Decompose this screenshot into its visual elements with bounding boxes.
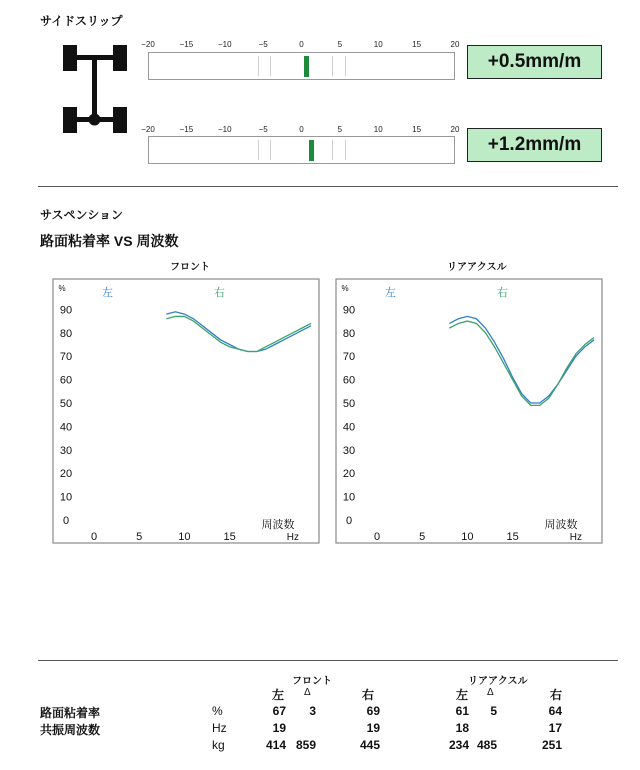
scale-tick-label: −5 [258,40,268,49]
scale-tick-label: −20 [141,125,155,134]
y-tick-label: 60 [342,374,356,387]
col-front-delta: Δ [304,687,311,698]
cell: 64 [548,704,562,718]
col-rear-left: 左 [456,688,469,702]
divider [38,186,618,187]
front-slip-value: +0.5mm/m [467,45,602,79]
y-tick-label: 70 [342,351,356,364]
y-tick-label: 40 [342,421,356,434]
front-gauge-bar [304,56,309,77]
row-label-resonance: 共振周波数 [40,723,101,737]
y-tick-label: 10 [59,491,73,504]
x-tick-label: 15 [223,531,236,543]
y-tick-label: 30 [59,444,73,457]
chart-frame [336,279,602,543]
row-label-adhesion: 路面粘着率 [40,706,101,720]
cell: 18 [455,721,469,735]
x-tick-label: 0 [373,531,381,543]
y-tick-label: % [341,284,349,293]
cell: 485 [476,738,497,752]
cell: 67 [272,704,286,718]
cell: 17 [548,721,562,735]
front-chart-title: フロント [170,262,210,273]
chart-frame [53,279,319,543]
row-unit: Hz [212,721,227,735]
x-tick-label: 15 [506,531,519,543]
suspension-subtitle: 路面粘着率 VS 周波数 [40,233,179,249]
row-unit: kg [212,738,225,752]
rear-gauge [148,136,455,164]
y-tick-label: 30 [342,444,356,457]
cell: 414 [265,738,286,752]
scale-tick-label: −5 [258,125,268,134]
y-tick-label: 10 [342,491,356,504]
scale-tick-label: 0 [299,40,304,49]
summary-front-header: フロント [292,676,332,687]
cell: 61 [455,704,469,718]
suspension-title: サスペンション [40,208,123,222]
cell: 69 [366,704,380,718]
rear-slip-value: +1.2mm/m [467,128,602,162]
col-front-right: 右 [362,688,375,702]
y-tick-label: 20 [342,468,356,481]
y-tick-label: 80 [59,327,73,340]
x-tick-label: Hz [569,532,582,543]
cell: 19 [272,721,286,735]
y-tick-label: 50 [59,398,73,410]
scale-tick-label: 10 [373,125,383,134]
y-tick-label: 0 [345,515,353,527]
x-tick-label: 10 [461,531,474,543]
rear-chart [335,278,613,550]
legend-right: 右 [214,287,225,299]
y-tick-label: 40 [59,421,73,434]
legend-right: 右 [497,287,508,299]
legend-left: 左 [385,287,396,299]
scale-tick-label: −10 [217,40,232,49]
x-tick-label: 0 [90,531,98,543]
divider-bottom [38,660,618,661]
scale-tick-label: −20 [141,40,155,49]
front-gauge [148,52,455,80]
y-tick-label: 0 [62,515,70,527]
col-rear-right: 右 [550,688,563,702]
col-front-left: 左 [272,688,285,702]
scale-tick-label: 15 [412,125,422,134]
scale-tick-label: 10 [373,40,383,49]
legend-left: 左 [102,287,113,299]
cell: 3 [309,704,316,718]
y-tick-label: 80 [342,327,356,340]
chart-annotation: 周波数 [544,519,578,531]
row-unit: % [212,704,223,718]
x-tick-label: 5 [419,531,426,543]
cell: 234 [448,738,469,752]
y-tick-label: 90 [342,304,356,317]
scale-tick-label: 15 [412,40,422,49]
y-tick-label: % [58,284,66,293]
scale-tick-label: −15 [179,125,194,134]
scale-tick-label: 5 [337,125,343,134]
cell: 19 [366,721,380,735]
y-tick-label: 20 [59,468,73,481]
scale-tick-label: 5 [337,40,343,49]
chart-annotation: 周波数 [261,519,295,531]
scale-tick-label: 20 [450,125,460,134]
summary-rear-header: リアアクスル [468,676,528,687]
x-tick-label: 10 [178,531,191,543]
scale-tick-label: 20 [450,40,460,49]
col-rear-delta: Δ [487,687,494,698]
side-slip-title: サイドスリップ [40,14,123,28]
y-tick-label: 70 [59,351,73,364]
rear-gauge-bar [309,140,314,161]
front-chart [52,278,330,550]
rear-gauge-scale [140,123,470,135]
scale-tick-label: −15 [179,40,194,49]
cell: 5 [490,704,497,718]
y-tick-label: 90 [59,304,73,317]
scale-tick-label: 0 [299,125,304,134]
cell: 859 [295,738,316,752]
chassis-icon [55,45,135,140]
cell: 445 [359,738,380,752]
front-gauge-scale [140,38,470,50]
cell: 251 [541,738,562,752]
x-tick-label: 5 [136,531,143,543]
x-tick-label: Hz [286,532,299,543]
rear-chart-title: リアアクスル [447,262,507,273]
scale-tick-label: −10 [217,125,232,134]
y-tick-label: 50 [342,398,356,410]
y-tick-label: 60 [59,374,73,387]
